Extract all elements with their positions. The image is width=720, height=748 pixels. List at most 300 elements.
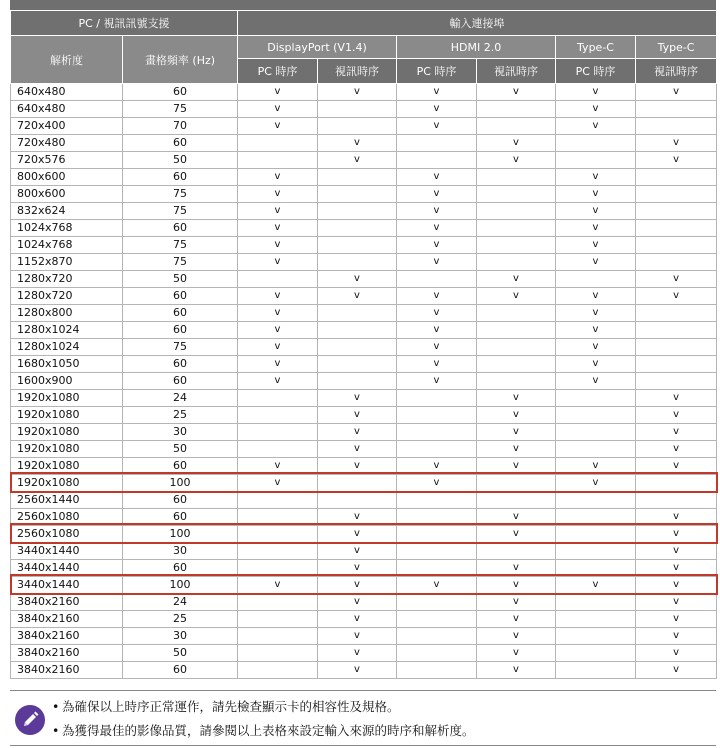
support-cell (397, 271, 477, 288)
support-cell: v (318, 594, 397, 611)
support-cell (556, 543, 636, 560)
support-cell: v (238, 475, 318, 492)
support-cell: v (477, 509, 556, 526)
support-cell: v (636, 390, 717, 407)
support-cell (556, 662, 636, 679)
support-cell: v (318, 543, 397, 560)
resolution-cell: 3840x2160 (11, 594, 123, 611)
frame-rate-cell: 75 (123, 203, 238, 220)
support-cell: v (636, 662, 717, 679)
resolution-cell: 3440x1440 (11, 560, 123, 577)
support-cell: v (397, 118, 477, 135)
support-cell (397, 560, 477, 577)
support-cell: v (477, 424, 556, 441)
support-cell (318, 254, 397, 271)
support-cell: v (636, 288, 717, 305)
support-cell: v (397, 220, 477, 237)
frame-rate-cell: 100 (123, 475, 238, 492)
support-cell (238, 271, 318, 288)
support-cell: v (397, 373, 477, 390)
frame-rate-cell: 30 (123, 628, 238, 645)
support-cell (477, 220, 556, 237)
support-cell (397, 662, 477, 679)
support-cell (636, 373, 717, 390)
support-cell: v (636, 271, 717, 288)
support-cell (397, 611, 477, 628)
support-cell: v (556, 577, 636, 594)
header-resolution: 解析度 (11, 36, 123, 84)
support-cell: v (636, 135, 717, 152)
support-cell (238, 424, 318, 441)
table-row (11, 135, 717, 152)
frame-rate-cell: 50 (123, 645, 238, 662)
support-cell: v (477, 526, 556, 543)
table-row (11, 526, 717, 543)
support-cell (636, 101, 717, 118)
support-cell: v (397, 203, 477, 220)
support-cell: v (318, 84, 397, 101)
frame-rate-cell: 50 (123, 152, 238, 169)
frame-rate-cell: 30 (123, 424, 238, 441)
frame-rate-cell: 60 (123, 84, 238, 101)
support-cell (318, 322, 397, 339)
support-cell: v (477, 288, 556, 305)
header-port-displayport: DisplayPort (V1.4) (238, 36, 397, 59)
support-cell: v (636, 577, 717, 594)
support-cell (556, 560, 636, 577)
support-cell: v (318, 441, 397, 458)
support-cell: v (238, 339, 318, 356)
support-cell (477, 254, 556, 271)
support-cell (238, 152, 318, 169)
support-cell (318, 339, 397, 356)
support-cell: v (636, 543, 717, 560)
support-cell (636, 203, 717, 220)
support-cell: v (477, 662, 556, 679)
support-cell (636, 237, 717, 254)
resolution-cell: 2560x1080 (11, 526, 123, 543)
support-cell (238, 543, 318, 560)
table-row (11, 577, 717, 594)
support-cell: v (318, 288, 397, 305)
support-cell (477, 543, 556, 560)
support-cell: v (556, 186, 636, 203)
support-cell (477, 475, 556, 492)
frame-rate-cell: 60 (123, 135, 238, 152)
support-cell: v (556, 101, 636, 118)
table-row (11, 152, 717, 169)
table-row (11, 169, 717, 186)
table-top-strip (10, 0, 716, 10)
support-cell (477, 305, 556, 322)
support-cell (636, 169, 717, 186)
support-cell: v (556, 356, 636, 373)
support-cell: v (318, 628, 397, 645)
support-cell (397, 441, 477, 458)
support-cell (238, 611, 318, 628)
frame-rate-cell: 75 (123, 101, 238, 118)
support-cell (477, 169, 556, 186)
frame-rate-cell: 25 (123, 407, 238, 424)
support-cell: v (636, 594, 717, 611)
header-dp-pc-timing: PC 時序 (238, 59, 318, 84)
support-cell: v (477, 390, 556, 407)
support-cell: v (477, 560, 556, 577)
support-cell: v (556, 220, 636, 237)
table-row (11, 356, 717, 373)
support-cell (318, 492, 397, 509)
frame-rate-cell: 60 (123, 458, 238, 475)
resolution-cell: 3440x1440 (11, 577, 123, 594)
resolution-cell: 1600x900 (11, 373, 123, 390)
resolution-cell: 1920x1080 (11, 424, 123, 441)
support-cell: v (477, 645, 556, 662)
support-cell: v (238, 203, 318, 220)
header-port-hdmi: HDMI 2.0 (397, 36, 556, 59)
frame-rate-cell: 24 (123, 390, 238, 407)
support-cell: v (556, 254, 636, 271)
table-row (11, 203, 717, 220)
support-cell: v (318, 560, 397, 577)
support-cell (397, 424, 477, 441)
support-cell (636, 475, 717, 492)
support-cell (318, 101, 397, 118)
support-cell: v (318, 135, 397, 152)
table-row (11, 322, 717, 339)
support-cell: v (636, 424, 717, 441)
support-cell (477, 101, 556, 118)
table-row (11, 339, 717, 356)
support-cell (238, 628, 318, 645)
support-cell: v (636, 628, 717, 645)
support-cell (477, 492, 556, 509)
support-cell (477, 186, 556, 203)
frame-rate-cell: 60 (123, 305, 238, 322)
table-row (11, 305, 717, 322)
resolution-cell: 800x600 (11, 169, 123, 186)
frame-rate-cell: 75 (123, 254, 238, 271)
support-cell (556, 135, 636, 152)
resolution-cell: 1280x800 (11, 305, 123, 322)
resolution-cell: 1280x1024 (11, 322, 123, 339)
support-cell: v (556, 237, 636, 254)
support-cell: v (318, 509, 397, 526)
frame-rate-cell: 60 (123, 220, 238, 237)
header-hdmi-video-timing: 視訊時序 (477, 59, 556, 84)
frame-rate-cell: 60 (123, 662, 238, 679)
support-cell: v (636, 526, 717, 543)
support-cell: v (636, 509, 717, 526)
support-cell: v (318, 662, 397, 679)
support-cell (636, 220, 717, 237)
header-port-typec-pc: Type-C (556, 36, 636, 59)
table-row (11, 186, 717, 203)
table-row (11, 594, 717, 611)
resolution-cell: 1920x1080 (11, 458, 123, 475)
table-row (11, 509, 717, 526)
table-row (11, 220, 717, 237)
support-cell: v (238, 322, 318, 339)
support-cell: v (397, 475, 477, 492)
support-cell: v (556, 339, 636, 356)
support-cell: v (556, 458, 636, 475)
resolution-cell: 1920x1080 (11, 475, 123, 492)
support-cell (318, 118, 397, 135)
support-cell (238, 526, 318, 543)
table-row (11, 560, 717, 577)
support-cell (556, 441, 636, 458)
resolution-cell: 1024x768 (11, 237, 123, 254)
support-cell (556, 492, 636, 509)
resolution-cell: 3840x2160 (11, 645, 123, 662)
resolution-cell: 640x480 (11, 101, 123, 118)
table-row (11, 492, 717, 509)
resolution-cell: 1920x1080 (11, 390, 123, 407)
table-row (11, 662, 717, 679)
support-cell: v (556, 322, 636, 339)
notes-top-rule (10, 690, 716, 691)
table-row (11, 118, 717, 135)
support-cell: v (477, 611, 556, 628)
note-text: 為確保以上時序正常運作，請先檢查顯示卡的相容性及規格。 (62, 699, 400, 714)
support-cell (318, 305, 397, 322)
support-cell: v (238, 169, 318, 186)
bullet: • (52, 699, 60, 714)
support-cell: v (556, 475, 636, 492)
support-cell (318, 356, 397, 373)
table-row (11, 475, 717, 492)
support-cell (556, 271, 636, 288)
support-cell: v (318, 458, 397, 475)
note-item (52, 721, 475, 745)
support-cell: v (477, 594, 556, 611)
support-cell: v (238, 356, 318, 373)
support-cell: v (556, 288, 636, 305)
support-cell (318, 237, 397, 254)
support-cell: v (238, 305, 318, 322)
table-row (11, 628, 717, 645)
support-cell: v (397, 577, 477, 594)
support-cell (556, 152, 636, 169)
support-cell: v (477, 135, 556, 152)
support-cell: v (318, 645, 397, 662)
frame-rate-cell: 60 (123, 169, 238, 186)
header-input-ports: 輸入連接埠 (238, 11, 717, 36)
support-cell: v (477, 628, 556, 645)
support-cell: v (397, 84, 477, 101)
table-row (11, 441, 717, 458)
support-cell (318, 220, 397, 237)
note-text: 為獲得最佳的影像品質，請參閱以上表格來設定輸入來源的時序和解析度。 (62, 723, 475, 738)
support-cell (318, 169, 397, 186)
bullet: • (52, 723, 60, 738)
frame-rate-cell: 50 (123, 271, 238, 288)
support-cell (636, 492, 717, 509)
support-cell (556, 611, 636, 628)
support-cell (397, 645, 477, 662)
support-cell (477, 237, 556, 254)
support-cell: v (318, 152, 397, 169)
support-cell (238, 441, 318, 458)
table-row (11, 611, 717, 628)
support-cell (556, 628, 636, 645)
frame-rate-cell: 60 (123, 509, 238, 526)
support-cell: v (318, 611, 397, 628)
header-signal-support: PC / 視訊訊號支援 (11, 11, 238, 36)
support-cell (238, 645, 318, 662)
support-cell: v (397, 101, 477, 118)
table-row (11, 84, 717, 101)
frame-rate-cell: 24 (123, 594, 238, 611)
resolution-cell: 2560x1440 (11, 492, 123, 509)
support-cell: v (318, 526, 397, 543)
frame-rate-cell: 75 (123, 186, 238, 203)
support-cell: v (636, 560, 717, 577)
support-cell (397, 594, 477, 611)
support-cell: v (238, 186, 318, 203)
support-cell (556, 645, 636, 662)
support-cell (238, 594, 318, 611)
support-cell (556, 594, 636, 611)
support-cell: v (238, 373, 318, 390)
frame-rate-cell: 75 (123, 237, 238, 254)
table-row (11, 288, 717, 305)
support-cell (477, 203, 556, 220)
support-cell (397, 543, 477, 560)
support-cell (556, 424, 636, 441)
support-cell (556, 407, 636, 424)
resolution-cell: 1920x1080 (11, 407, 123, 424)
header-typec-pc-timing: PC 時序 (556, 59, 636, 84)
frame-rate-cell: 60 (123, 373, 238, 390)
support-cell: v (477, 441, 556, 458)
support-cell (477, 118, 556, 135)
support-cell (318, 373, 397, 390)
support-cell (477, 356, 556, 373)
support-cell (397, 628, 477, 645)
support-cell (397, 407, 477, 424)
support-cell: v (397, 186, 477, 203)
support-cell (397, 526, 477, 543)
frame-rate-cell: 60 (123, 288, 238, 305)
support-cell (397, 152, 477, 169)
support-cell: v (556, 169, 636, 186)
resolution-cell: 1280x1024 (11, 339, 123, 356)
frame-rate-cell: 60 (123, 322, 238, 339)
support-cell (318, 203, 397, 220)
support-cell: v (477, 407, 556, 424)
support-cell (636, 339, 717, 356)
support-cell (477, 339, 556, 356)
header-port-typec-video: Type-C (636, 36, 717, 59)
support-cell: v (238, 84, 318, 101)
frame-rate-cell: 70 (123, 118, 238, 135)
support-cell (238, 509, 318, 526)
resolution-cell: 3440x1440 (11, 543, 123, 560)
table-row (11, 101, 717, 118)
support-cell: v (318, 390, 397, 407)
resolution-cell: 720x576 (11, 152, 123, 169)
support-cell: v (238, 288, 318, 305)
support-cell: v (397, 254, 477, 271)
support-cell (397, 390, 477, 407)
support-cell: v (477, 152, 556, 169)
support-cell: v (397, 288, 477, 305)
support-cell: v (636, 645, 717, 662)
resolution-cell: 3840x2160 (11, 628, 123, 645)
support-cell: v (318, 424, 397, 441)
table-row (11, 271, 717, 288)
support-cell: v (636, 441, 717, 458)
frame-rate-cell: 60 (123, 492, 238, 509)
support-cell: v (477, 458, 556, 475)
table-row (11, 407, 717, 424)
support-cell (397, 509, 477, 526)
support-cell: v (636, 84, 717, 101)
resolution-cell: 1280x720 (11, 271, 123, 288)
support-cell: v (397, 169, 477, 186)
frame-rate-cell: 100 (123, 526, 238, 543)
table-row (11, 254, 717, 271)
table-row (11, 645, 717, 662)
resolution-cell: 720x400 (11, 118, 123, 135)
note-item (52, 697, 475, 721)
support-cell: v (556, 84, 636, 101)
support-cell (636, 118, 717, 135)
support-cell (238, 407, 318, 424)
table-row (11, 373, 717, 390)
support-cell (636, 356, 717, 373)
notes-bottom-rule (10, 745, 716, 746)
support-cell (238, 390, 318, 407)
support-cell: v (477, 577, 556, 594)
support-cell (318, 186, 397, 203)
support-cell (477, 373, 556, 390)
support-cell (556, 526, 636, 543)
table-row (11, 458, 717, 475)
support-cell: v (397, 356, 477, 373)
support-cell: v (238, 254, 318, 271)
support-cell: v (318, 407, 397, 424)
header-frame-rate: 畫格頻率 (Hz) (123, 36, 238, 84)
support-cell: v (318, 271, 397, 288)
timing-table-body (11, 84, 717, 679)
table-row (11, 390, 717, 407)
frame-rate-cell: 60 (123, 356, 238, 373)
frame-rate-cell: 75 (123, 339, 238, 356)
resolution-cell: 640x480 (11, 84, 123, 101)
support-cell: v (318, 577, 397, 594)
support-cell (397, 492, 477, 509)
resolution-cell: 2560x1080 (11, 509, 123, 526)
support-cell: v (636, 458, 717, 475)
timing-table (10, 10, 717, 679)
support-cell: v (397, 322, 477, 339)
frame-rate-cell: 60 (123, 560, 238, 577)
support-cell (636, 305, 717, 322)
resolution-cell: 3840x2160 (11, 662, 123, 679)
header-hdmi-pc-timing: PC 時序 (397, 59, 477, 84)
support-cell: v (477, 271, 556, 288)
resolution-cell: 832x624 (11, 203, 123, 220)
frame-rate-cell: 25 (123, 611, 238, 628)
header-dp-video-timing: 視訊時序 (318, 59, 397, 84)
support-cell (556, 509, 636, 526)
resolution-cell: 1280x720 (11, 288, 123, 305)
support-cell: v (477, 84, 556, 101)
support-cell (238, 492, 318, 509)
table-row (11, 424, 717, 441)
